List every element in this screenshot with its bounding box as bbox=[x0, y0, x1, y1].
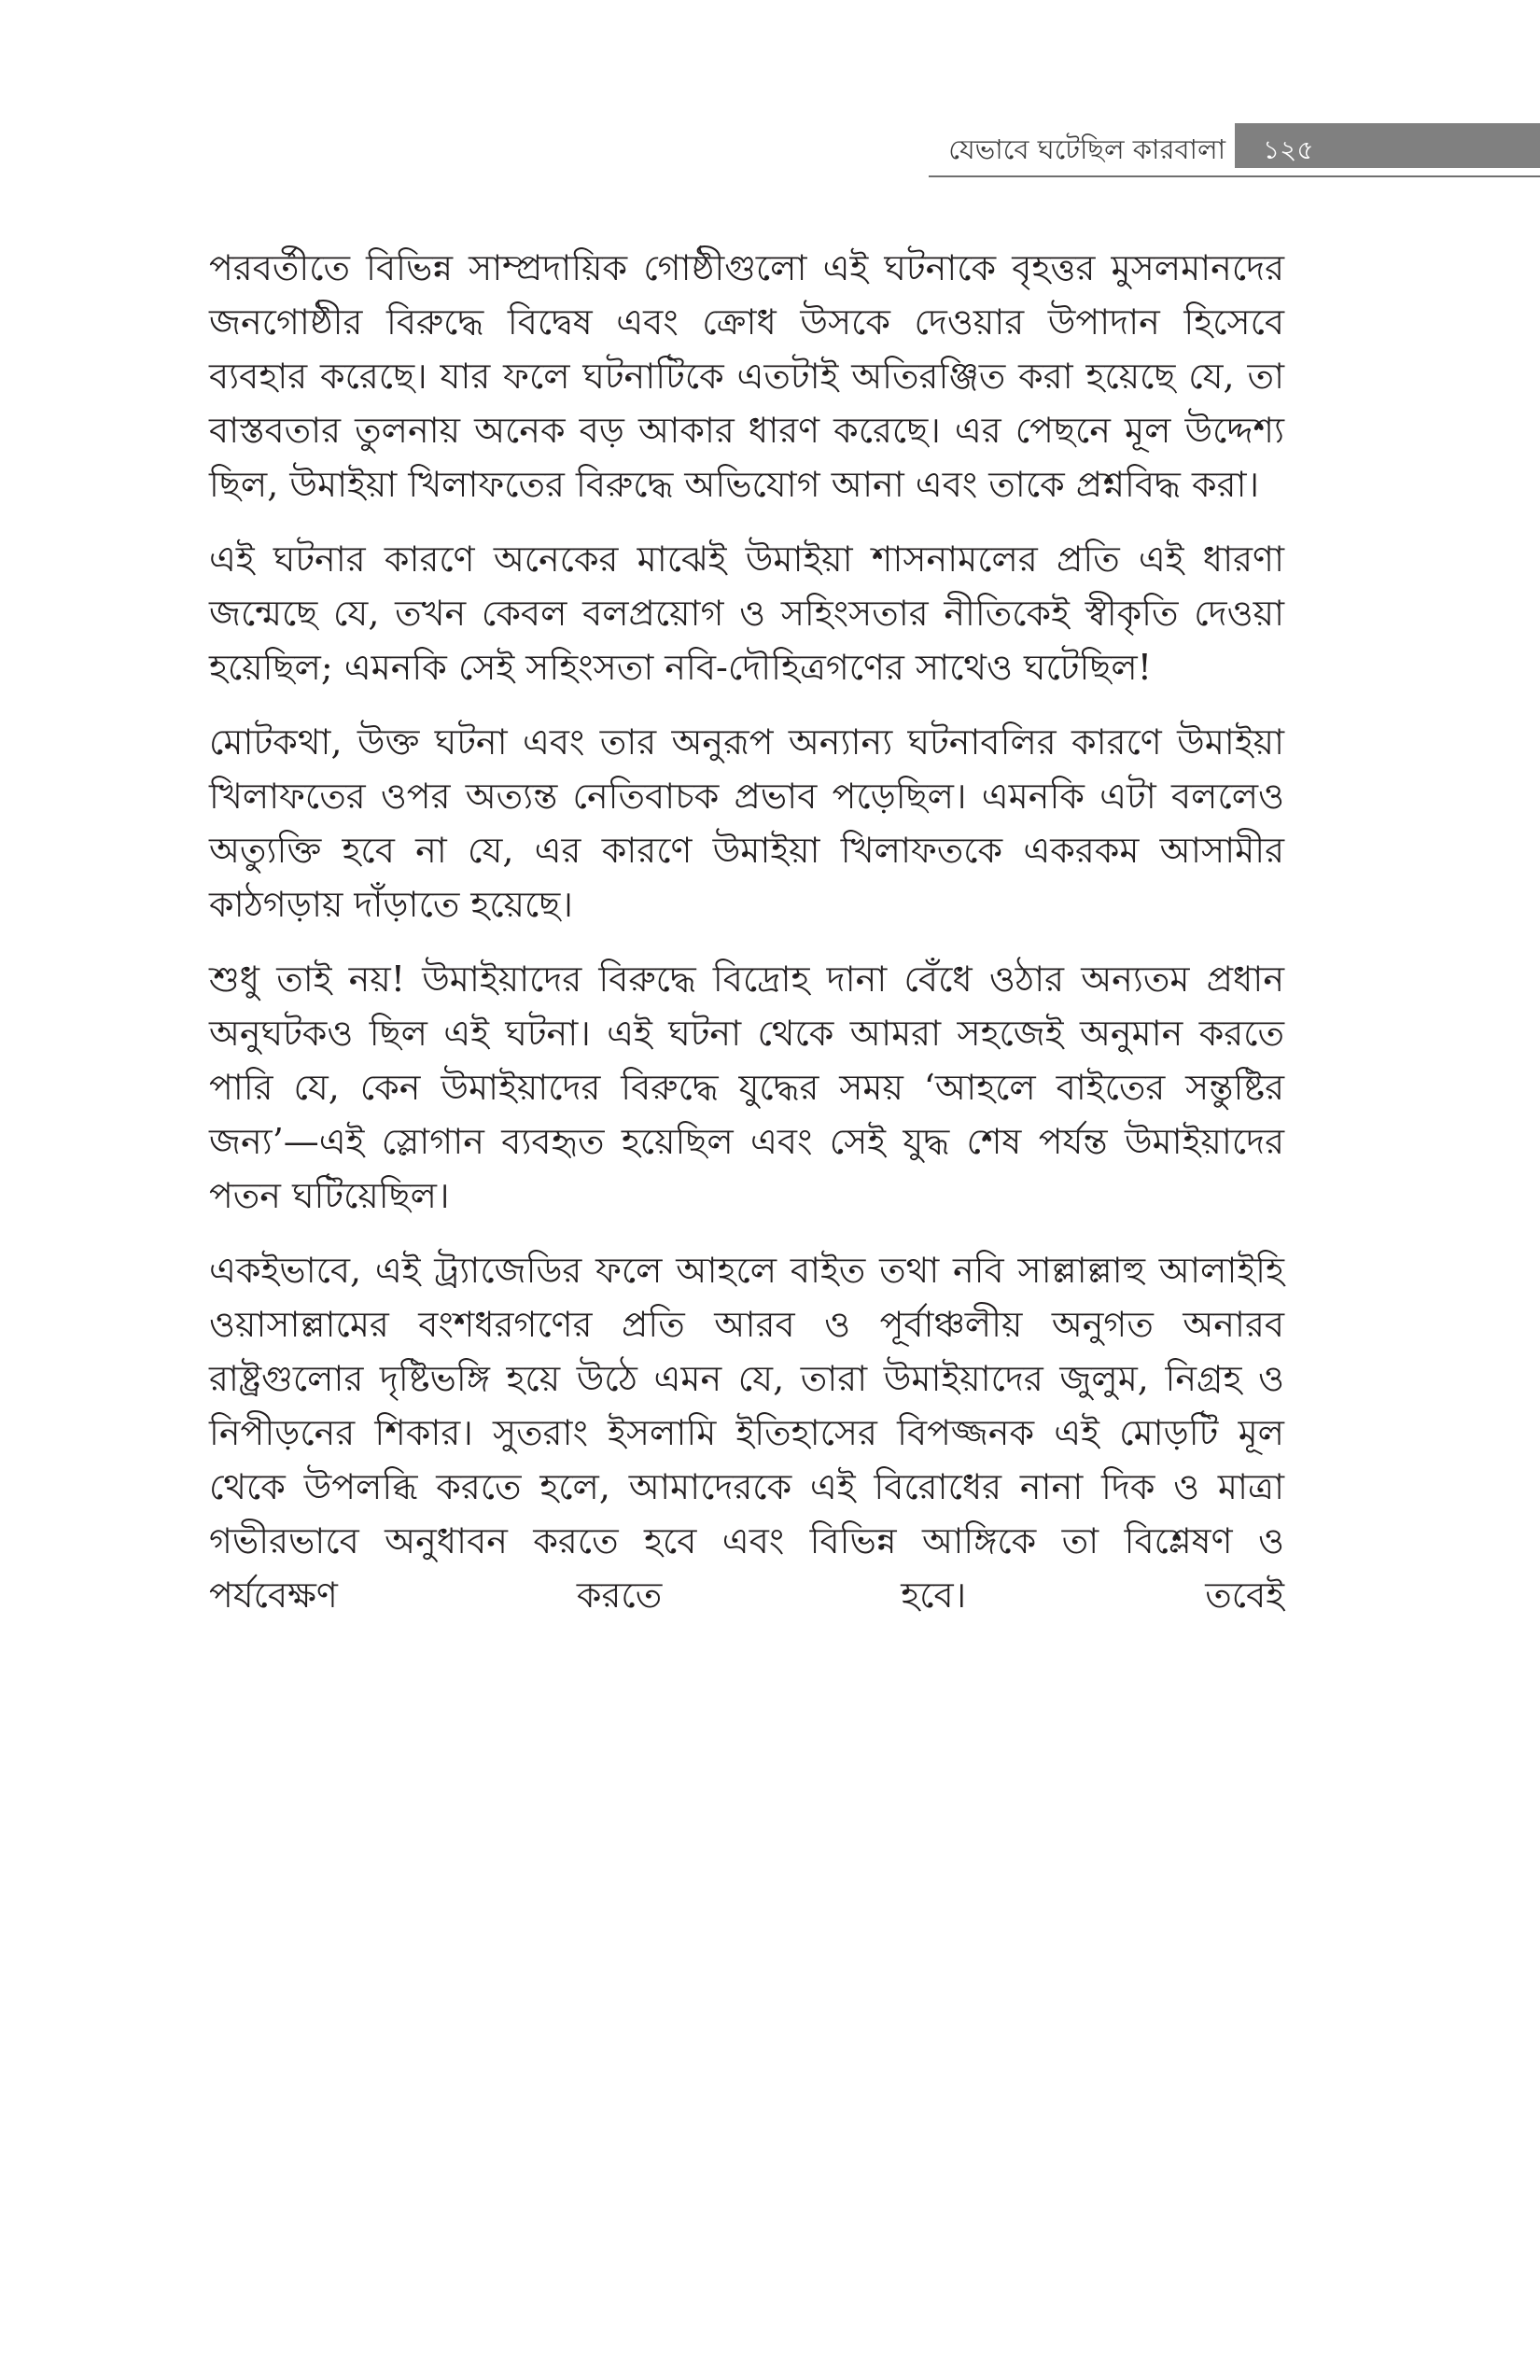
page-number-tab bbox=[1235, 123, 1540, 168]
paragraph: শুধু তাই নয়! উমাইয়াদের বিরুদ্ধে বিদ্রোহ দানা বেঁধে ওঠার অন্যতম প্রধান অনুঘটকও ছিল এই ঘটনা। এই ঘটনা থেকে আমরা সহজেই অনুমান করতে পারি যে, কেন উমাইয়াদের বিরুদ্ধে যুদ্ধের সময় ‘আহলে বাইতের সন্তুষ্টির জন্য’—এই স্লোগান ব্যবহৃত হয়েছিল এবং সেই যুদ্ধ শেষ পর্যন্ত উমাইয়াদের পতন ঘটিয়েছিল। bbox=[209, 959, 1284, 1216]
paragraph: পরবর্তীতে বিভিন্ন সাম্প্রদায়িক গোষ্ঠীগুলো এই ঘটনাকে বৃহত্তর মুসলমানদের জনগোষ্ঠীর বিরুদ্ধে বিদ্বেষ এবং ক্রোধ উসকে দেওয়ার উপাদান হিসেবে ব্যবহার করেছে। যার ফলে ঘটনাটিকে এতটাই অতিরঞ্জিত করা হয়েছে যে, তা বাস্তবতার তুলনায় অনেক বড় আকার ধারণ করেছে। এর পেছনে মূল উদ্দেশ্য ছিল, উমাইয়া খিলাফতের বিরুদ্ধে অভিযোগ আনা এবং তাকে প্রশ্নবিদ্ধ করা। bbox=[209, 247, 1284, 505]
paragraph: একইভাবে, এই ট্র্যাজেডির ফলে আহলে বাইত তথা নবি সাল্লাল্লাহু আলাইহি ওয়াসাল্লামের বংশধরগণের প্রতি আরব ও পূর্বাঞ্চলীয় অনুগত অনারব রাষ্ট্রগুলোর দৃষ্টিভঙ্গি হয়ে উঠে এমন যে, তারা উমাইয়াদের জুলুম, নিগ্রহ ও নিপীড়নের শিকার। সুতরাং ইসলামি ইতিহাসের বিপজ্জনক এই মোড়টি মূল থেকে উপলব্ধি করতে হলে, আমাদেরকে এই বিরোধের নানা দিক ও মাত্রা গভীরভাবে অনুধাবন করতে হবে এবং বিভিন্ন আঙ্গিকে তা বিশ্লেষণ ও পর্যবেক্ষণ করতে হবে। তবেই bbox=[209, 1250, 1284, 1616]
running-header bbox=[929, 123, 1540, 179]
paragraph: মোটকথা, উক্ত ঘটনা এবং তার অনুরূপ অন্যান্য ঘটনাবলির কারণে উমাইয়া খিলাফতের ওপর অত্যন্ত নেতিবাচক প্রভাব পড়েছিল। এমনকি এটা বললেও অত্যুক্তি হবে না যে, এর কারণে উমাইয়া খিলাফতকে একরকম আসামীর কাঠগড়ায় দাঁড়াতে হয়েছে। bbox=[209, 721, 1284, 925]
page-number: ১২৫ bbox=[1263, 134, 1314, 165]
paragraph: এই ঘটনার কারণে অনেকের মাঝেই উমাইয়া শাসনামলের প্রতি এই ধারণা জন্মেছে যে, তখন কেবল বলপ্রয়োগ ও সহিংসতার নীতিকেই স্বীকৃতি দেওয়া হয়েছিল; এমনকি সেই সহিংসতা নবি-দৌহিত্রগণের সাথেও ঘটেছিল! bbox=[209, 539, 1284, 688]
header-rule bbox=[929, 175, 1540, 177]
running-header-title: যেভাবে ঘটেছিল কারবালা bbox=[948, 133, 1225, 165]
body-text bbox=[209, 241, 1284, 1643]
